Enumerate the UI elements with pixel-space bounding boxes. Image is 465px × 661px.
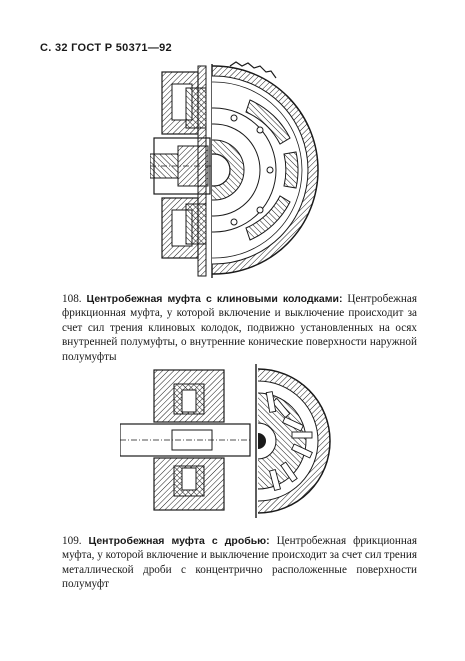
term-109-definition: Центробежная фрикционная муфта, у которой включение и выключение происходит за счет сил трения металлической дроби с концентрично расположенные поверхности полумуфт: [62, 535, 417, 591]
page-header: С. 32 ГОСТ Р 50371—92: [40, 42, 172, 54]
clutch-wedge-shoes-drawing: [150, 60, 320, 282]
term-108: [62, 292, 417, 364]
term-109: [62, 534, 417, 592]
term-108-definition: Центробежная фрикционная муфта, у которой включение и выключение происходит за счет сил трения клиновых колодок, подвижно установленных на осях внутренней полумуфты, о внутренние конические поверхности наружной полумуфты: [62, 293, 417, 363]
term-108-title: Центробежная муфта с клиновыми колодками:: [86, 293, 343, 305]
term-108-number: 108.: [62, 293, 82, 305]
clutch-shot-drawing: [120, 362, 340, 520]
term-109-title: Центробежная муфта с дробью:: [88, 535, 270, 547]
term-109-number: 109.: [62, 535, 82, 547]
